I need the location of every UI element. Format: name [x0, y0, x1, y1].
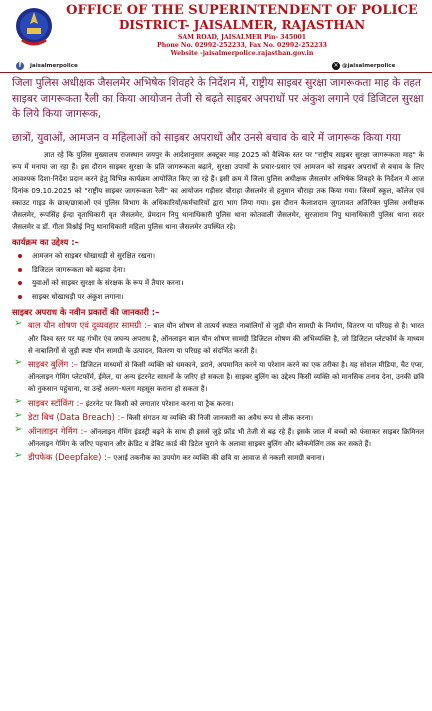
list-item: आमजन को साइबर धोखाधड़ी से सुरक्षित रखना।: [6, 249, 426, 263]
social-bar: [0, 61, 432, 72]
office-address: SAM ROAD, JAISALMER Pin- 345001: [177, 34, 307, 41]
main-heading: जिला पुलिस अधीक्षक जैसलमेर अभिषेक शिवहरे के निर्देशन में, राष्ट्रीय साइबर सुरक्षा जागरूकता माह के तहत साइबर जागरूकता रैली का किया आयोजन तेजी से बढ़ते साइबर अपराधों पर अंकुश लगाने एवं डिजिटल सुरक्षा के लिये किया जागरूक,: [12, 77, 424, 120]
list-item: ➢ साइबर स्टॉकिंग :– इंटरनेट पर किसी को लगातार परेशान करना या ट्रैक करना।: [14, 395, 234, 408]
document-body: [6, 76, 426, 466]
office-title: OFFICE OF THE SUPERINTENDENT OF POLICE: [66, 3, 418, 18]
district-title: DISTRICT- JAISALMER, RAJASTHAN: [118, 18, 366, 32]
crime-types-list: [6, 319, 426, 464]
list-item: साइबर धोखाधड़ी पर अंकुश लगाना।: [6, 290, 426, 304]
letterhead: [0, 0, 432, 73]
arrow-bullet-icon: ➢: [14, 318, 23, 330]
facebook-icon: f: [16, 62, 24, 70]
list-item: डिजिटल जागरूकता को बढ़ावा देना।: [6, 263, 426, 277]
arrow-bullet-icon: ➢: [14, 356, 23, 368]
crime-types-title: साइबर अपराध के नवीन प्रकारों की जानकारी :–: [12, 307, 160, 318]
secondary-heading: छात्रों, युवाओं, आमजन व महिलाओं को साइबर अपराधों और उनसे बचाव के बारे में जागरूक किया गया: [12, 131, 401, 144]
list-item: ➢ साइबर बुलिंग :– डिजिटल माध्यमों से किसी व्यक्ति को धमकाने, डराने, अपमानित करने या परेशान करने का एक तरीका है। यह सोशल मीडिया, चैट एप्स, ऑनलाइन गेमिंग प्लेटफॉर्म, ईमेल, या अन्य इंटरनेट साधनों के जरिए हो सकता है। साइबर बुलिंग का उद्देश्य किसी व्यक्ति को मानसिक तनाव देना, उनकी छवि को नुकसान पहुंचाना, या उन्हें अलग–थलग महसूस कराना हो सकता है।: [14, 356, 425, 394]
body-paragraph: ज्ञात रहे कि पुलिस मुख्यालय राजस्थान जयपुर के आदेशानुसार अक्टूबर माह 2025 को वैश्विक स्तर पर "राष्ट्रीय साइबर सुरक्षा जागरूकता माह" के रूप में मनाया जा रहा हैं। इस दौरान साइबर सुरक्षा के प्रति जागरूकता बढ़ाने, सुरक्षा उपायों के प्रचार-प्रसार एवं आमजन को साइबर अपराधों से बचाव के लिए आवश्यक दिशा-निर्देश प्रदान करने हेतु विभिन्न कार्यक्रम आयोजित किए जा रहे हैं। इसी क्रम में जिला पुलिस अधीक्षक जैसलमेर अभिषेक शिवहरे के निर्देशन में आज दिनांक 09.10.2025 को "राष्ट्रीय साइबर जागरूकता रैली" का आयोजन गड़ीसर चौराहा जैसलमेर से हनुमान चौराहा तक किया गया। जिसमें स्कूल, कॉलेज एवं स्काउट गाइड के छात्र/छात्राओं एवं पुलिस विभाग के अधिकारियों/कर्मचारियों द्वारा भाग लिया गया। इस दौरान कैलाशदान जुगतावत अतिरिक्त पुलिस अधीक्षक जैसलमेर, रूपसिंह ईन्दा वृताधिकारी वृत जैसलमेर, प्रेमदान निपु थानाधिकारी पुलिस थाना कोतवाली जैसलमेर, सुरजाराम निपु थानाधिकारी पुलिस थाना सदर जैसलमेर व डॉ. गीता विश्नोई निपु थानाधिकारी महिला पुलिस थाना जैसलमेर उपस्थित रहे।: [12, 150, 424, 231]
list-item: युवाओं को साइबर सुरक्षा के संरक्षक के रूप में तैयार करना।: [6, 276, 426, 290]
list-item: ➢ डेटा बिच (Data Breach) :– किसी संगठन या व्यक्ति की निजी जानकारी का अवैध रूप से लीक करना।: [14, 409, 314, 422]
x-handle: @jaisalmerpolice: [342, 63, 396, 69]
facebook-handle: jaisalmerpolice: [30, 63, 78, 69]
list-item: ➢ बाल यौन शोषण एवं दुव्यवहार सामग्री :– बाल यौन शोषण से तात्पर्य स्पष्टत नाबालिगों से जुड़ी यौन सामग्री के निर्माण, वितरण या परिग्रह से है। भारत और विश्व स्तर पर यह गंभीर एंव जघन्य अपराध है, ऑनलाइन बाल यौन शोषण सामग्री डिजिटल शोषण की अभिव्यक्ति है, जो डिजिटल प्लेटफॉर्म के माध्यम से नाबालिगों से जुड़ी स्पष्ट यौन सामग्री के उत्पादन, वितरण या परिग्रह को संदर्भित करती है।: [14, 318, 424, 355]
office-phone: Phone No. 02992-252233, Fax No. 02992-252233: [157, 42, 327, 49]
arrow-bullet-icon: ➢: [14, 424, 23, 435]
rajasthan-police-emblem-icon: [14, 4, 54, 48]
objectives-list: [6, 249, 426, 303]
list-item: ➢ ऑनलाइन गेमिंग :– ऑनलाइन गेमिंग इंडस्ट्री बढ़ने के साथ ही इससे जुड़े फ्रॉड भी तेजी से बढ़ रहे हैं। इसके जाल में बच्चों को फंसाकर साइबर क्रिमिनल ऑनलाइन गेमिंग के जरिए पहचान और क्रेडिट व डेबिट कार्ड की डिटेल चुराने के अलावा साइबर बुलिंग और ब्लैकमेलिंग तक कर सकते हैं।: [14, 424, 425, 449]
objectives-title: कार्यक्रम का उद्देश्य :–: [12, 237, 79, 247]
x-icon: ✕: [333, 62, 339, 69]
arrow-bullet-icon: ➢: [14, 450, 23, 462]
arrow-bullet-icon: ➢: [14, 395, 23, 407]
list-item: ➢ डीपफेक (Deepfake) :– एआई तकनीक का उपयोग कर व्यक्ति की छवि या आवाज से नकली सामग्री बनाना।: [14, 450, 325, 463]
office-website: Website -jaisalmerpolice.rajasthan.gov.in: [170, 50, 314, 57]
arrow-bullet-icon: ➢: [14, 409, 23, 421]
